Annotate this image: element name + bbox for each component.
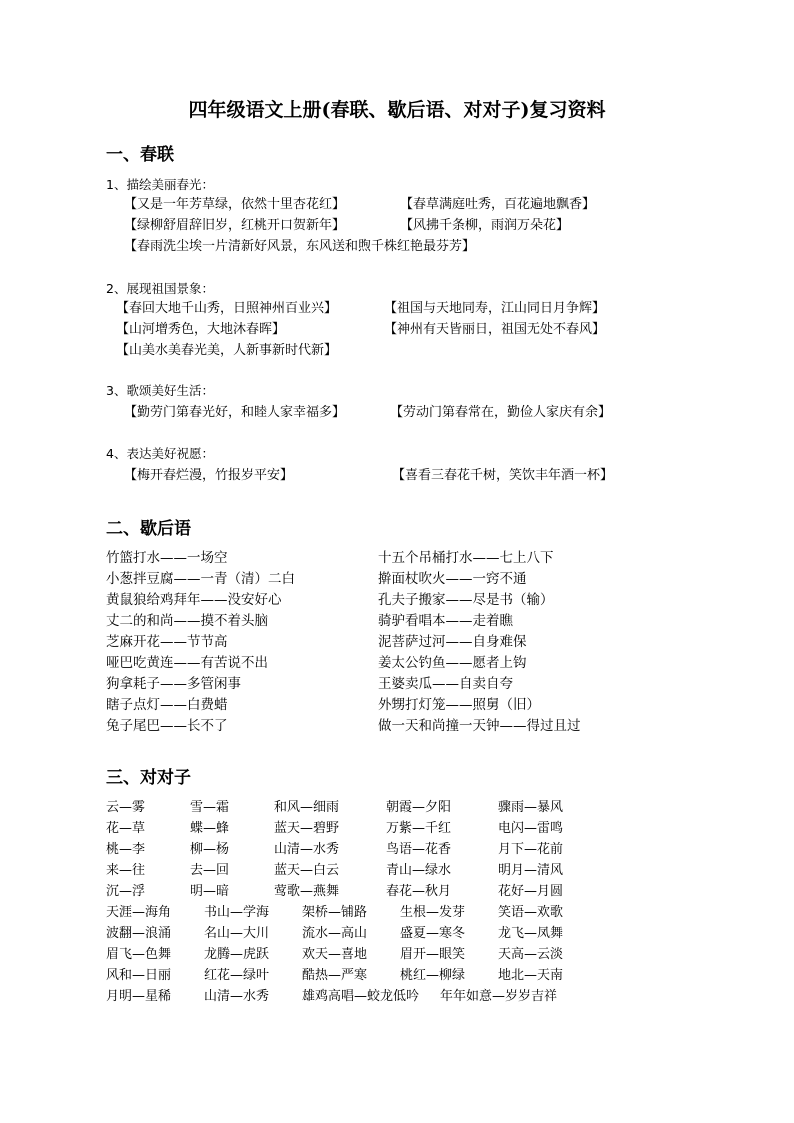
couplet: 【山美水美春光美，人新事新时代新】 <box>116 343 338 358</box>
xiehouyu-item: 小葱拌豆腐——一青（清）二白 <box>106 571 295 587</box>
pair: 年年如意—岁岁吉祥 <box>440 989 558 1004</box>
pair: 鸟语—花香 <box>386 842 452 857</box>
section-heading-duiduizi: 三、对对子 <box>106 768 191 788</box>
group-label: 3、歌颂美好生活： <box>106 383 214 398</box>
xiehouyu-item: 十五个吊桶打水——七上八下 <box>378 550 554 566</box>
section-heading-spring-couplets: 一、春联 <box>106 145 174 165</box>
pair: 来—往 <box>106 863 146 878</box>
page-title: 四年级语文上册(春联、歇后语、对对子)复习资料 <box>188 99 606 121</box>
pair: 生根—发芽 <box>400 905 466 920</box>
pair: 龙腾—虎跃 <box>204 947 270 962</box>
pair: 眉开—眼笑 <box>400 947 466 962</box>
xiehouyu-item: 擀面杖吹火——一窍不通 <box>378 571 527 587</box>
pair: 龙飞—凤舞 <box>498 926 564 941</box>
couplet: 【又是一年芳草绿，依然十里杏花红】 <box>124 197 346 212</box>
xiehouyu-item: 外甥打灯笼——照舅（旧） <box>378 697 540 713</box>
pair: 书山—学海 <box>204 905 270 920</box>
pair: 电闪—雷鸣 <box>498 821 564 836</box>
couplet: 【绿柳舒眉辞旧岁，红桃开口贺新年】 <box>124 218 346 233</box>
pair: 地北—天南 <box>498 968 564 983</box>
xiehouyu-item: 哑巴吃黄连——有苦说不出 <box>106 655 268 671</box>
pair: 和风—细雨 <box>274 800 340 815</box>
pair: 蓝天—碧野 <box>274 821 340 836</box>
section-heading-xiehouyu: 二、歇后语 <box>106 519 191 539</box>
couplet: 【祖国与天地同寿，江山同日月争辉】 <box>384 301 606 316</box>
pair: 眉飞—色舞 <box>106 947 172 962</box>
couplet: 【劳动门第春常在，勤俭人家庆有余】 <box>390 405 612 420</box>
xiehouyu-item: 竹篮打水——一场空 <box>106 550 228 566</box>
couplet: 【春回大地千山秀，日照神州百业兴】 <box>116 301 338 316</box>
pair: 桃红—柳绿 <box>400 968 466 983</box>
couplet: 【春草满庭吐秀，百花遍地飘香】 <box>400 197 596 212</box>
xiehouyu-item: 王婆卖瓜——自卖自夸 <box>378 676 513 692</box>
pair: 蝶—蜂 <box>190 821 230 836</box>
pair: 明—暗 <box>190 884 230 899</box>
pair: 云—雾 <box>106 800 146 815</box>
xiehouyu-item: 骑驴看唱本——走着瞧 <box>378 613 513 629</box>
pair: 去—回 <box>190 863 230 878</box>
pair: 莺歌—燕舞 <box>274 884 340 899</box>
group-label: 4、表达美好祝愿： <box>106 446 214 461</box>
couplet: 【喜看三春花千树，笑饮丰年酒一杯】 <box>392 468 614 483</box>
pair: 山清—水秀 <box>274 842 340 857</box>
couplet: 【勤劳门第春光好，和睦人家幸福多】 <box>124 405 346 420</box>
group-label: 2、展现祖国景象： <box>106 281 214 296</box>
pair: 架桥—铺路 <box>302 905 368 920</box>
pair: 欢天—喜地 <box>302 947 368 962</box>
pair: 花好—月圆 <box>498 884 564 899</box>
pair: 雄鸡高唱—蛟龙低吟 <box>302 989 420 1004</box>
pair: 柳—杨 <box>190 842 230 857</box>
pair: 名山—大川 <box>204 926 270 941</box>
xiehouyu-item: 泥菩萨过河——自身难保 <box>378 634 527 650</box>
couplet: 【神州有天皆丽日，祖国无处不春风】 <box>384 322 606 337</box>
couplet: 【梅开春烂漫，竹报岁平安】 <box>124 468 294 483</box>
pair: 天涯—海角 <box>106 905 172 920</box>
pair: 花—草 <box>106 821 146 836</box>
pair: 波翻—浪涌 <box>106 926 172 941</box>
pair: 月下—花前 <box>498 842 564 857</box>
xiehouyu-item: 孔夫子搬家——尽是书（输） <box>378 592 554 608</box>
pair: 万紫—千红 <box>386 821 452 836</box>
pair: 春花—秋月 <box>386 884 452 899</box>
xiehouyu-item: 芝麻开花——节节高 <box>106 634 228 650</box>
pair: 盛夏—寒冬 <box>400 926 466 941</box>
pair: 蓝天—白云 <box>274 863 340 878</box>
pair: 沉—浮 <box>106 884 146 899</box>
couplet: 【春雨洗尘埃一片清新好风景，东风送和煦千株红艳最芬芳】 <box>124 239 476 254</box>
group-label: 1、描绘美丽春光： <box>106 177 214 192</box>
pair: 酷热—严寒 <box>302 968 368 983</box>
pair: 笑语—欢歌 <box>498 905 564 920</box>
pair: 雪—霜 <box>190 800 230 815</box>
pair: 明月—清风 <box>498 863 564 878</box>
xiehouyu-item: 姜太公钓鱼——愿者上钩 <box>378 655 527 671</box>
pair: 流水—高山 <box>302 926 368 941</box>
xiehouyu-item: 狗拿耗子——多管闲事 <box>106 676 241 692</box>
pair: 骤雨—暴风 <box>498 800 564 815</box>
pair: 桃—李 <box>106 842 146 857</box>
couplet: 【风拂千条柳，雨润万朵花】 <box>400 218 570 233</box>
xiehouyu-item: 黄鼠狼给鸡拜年——没安好心 <box>106 592 282 608</box>
xiehouyu-item: 丈二的和尚——摸不着头脑 <box>106 613 268 629</box>
pair: 朝霞—夕阳 <box>386 800 452 815</box>
pair: 风和—日丽 <box>106 968 172 983</box>
pair: 月明—星稀 <box>106 989 172 1004</box>
xiehouyu-item: 瞎子点灯——白费蜡 <box>106 697 228 713</box>
pair: 山清—水秀 <box>204 989 270 1004</box>
xiehouyu-item: 兔子尾巴——长不了 <box>106 718 228 734</box>
xiehouyu-item: 做一天和尚撞一天钟——得过且过 <box>378 718 581 734</box>
pair: 红花—绿叶 <box>204 968 270 983</box>
couplet: 【山河增秀色，大地沐春晖】 <box>116 322 286 337</box>
pair: 青山—绿水 <box>386 863 452 878</box>
pair: 天高—云淡 <box>498 947 564 962</box>
